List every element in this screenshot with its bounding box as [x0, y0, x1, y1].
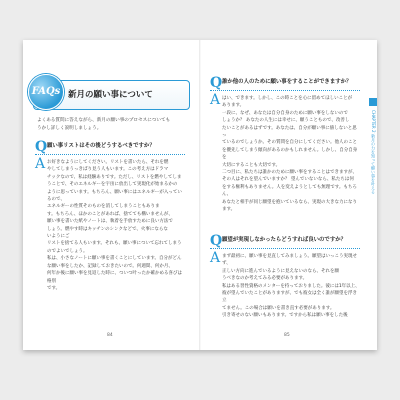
answer-line: 大切にすることも大切です。 [222, 162, 281, 168]
faq-section-header [33, 80, 190, 110]
question-row [35, 139, 185, 155]
answer-line: 一段に、なぜ、あなたは自分自身のために願い事をしないので [222, 110, 348, 116]
answer-row [210, 250, 360, 320]
answer-line: はい、できます。しかし、この時ことを心に留めてほしいことが [222, 96, 353, 101]
question-row [210, 75, 360, 91]
answer-line: のでよいでしょう。 [47, 248, 88, 254]
answer-mark-letter: A [210, 250, 221, 266]
question-divider [35, 154, 185, 155]
answer-line: です。 [47, 285, 61, 291]
answer-text [47, 159, 185, 292]
answer-mark-letter: A [35, 156, 46, 172]
answer-row [210, 92, 360, 214]
answer-line: やしてしまうっきぱり見う人もいます。この考え方はドラマ [47, 167, 169, 173]
answer-line: あります。 [222, 103, 245, 109]
book-spread [23, 40, 377, 350]
answer-line: 彼が望んでいたことがありますが、でも彼女は全く誰が願望を浮き立 [222, 291, 357, 304]
answer-line: てません。この場合は願いを書き直す必要があります。 [222, 305, 335, 311]
answer-line: をする権利もありません。人を変えようとしても無理です。もちろん、 [222, 184, 357, 198]
left-page [23, 40, 200, 350]
question-text: 誰か他の人のために願い事をすることができますか？ [222, 79, 352, 85]
answer-line: うべきなのか考えてみる必要があります。 [222, 276, 308, 282]
faq-item-2 [210, 75, 360, 214]
answer-line: 私は、小さなノートに願い事を書くことにしています。自分がどん [47, 256, 182, 262]
answer-line: エネルギーの性質そのものを消してしまうこともありま [47, 204, 160, 210]
answer-line: しょう。燃やす時はキッチンのシンクなどで、火事にならな [47, 226, 168, 232]
question-divider [210, 248, 360, 249]
chapter-tab-marker [369, 98, 377, 106]
question-row [210, 233, 360, 249]
answer-line: す。もちろん、ほかのことがあれば、捨てても構いませんが、 [47, 211, 173, 217]
answer-line: ように思っています。もちろん、願い事にはエネルギーが入っているので、 [47, 189, 182, 203]
section-title: 新月の願い事について [68, 90, 153, 100]
page-number: 85 [284, 333, 290, 338]
answer-line: あなたと相手が同じ願望を抱いているなら、実現の大きな力になります。 [222, 199, 357, 213]
answer-text [222, 95, 360, 214]
answer-line: いようにご [47, 234, 70, 240]
answer-line: 引き寄せのない願いもあります。ですから私は願い事をした後 [222, 313, 348, 319]
faq-item-3 [210, 233, 360, 320]
answer-line: ているのでしょうか。その質問を自分にしてください。他人のこと [222, 140, 357, 146]
question-mark-letter: Q [210, 233, 223, 249]
intro-text [37, 117, 187, 133]
answer-line: その人はそれを望んでいますか？ 望んでいないなら、私たちは何 [222, 177, 354, 183]
answer-line: 私はある習性資格のメンターを持っておりました。彼には1年以上、 [222, 283, 360, 289]
book-gutter-shadow [199, 40, 201, 350]
answer-text [222, 253, 360, 320]
answer-line: たいことがあるはずです。あなたは、自分が願い事に値しないと思っ [222, 125, 357, 139]
question-text: 願い事リストはその後どうするべきですか？ [47, 143, 155, 149]
answer-line: まず最初に、願い事を見直してみましょう。願望はいっこう実現せず、 [222, 254, 357, 267]
question-mark-letter: Q [35, 139, 48, 155]
answer-mark-letter: A [210, 92, 221, 108]
answer-row [35, 156, 185, 292]
answer-line: 正しい方向に進んでいるように見えないのなら、それを願 [222, 268, 339, 274]
answer-line: お好きなようにしてください。リストを書いたら、それを燃 [47, 160, 169, 165]
chapter-side-label: CHAPTER 2 新月の力を知って願い事を叶える [371, 110, 376, 194]
question-mark-letter: Q [210, 75, 223, 91]
question-text: 願望が実現しなかったらどうすれば良いのですか？ [222, 237, 346, 243]
answer-line: を優先してしまう傾向があるのかもしれません。しかし、自分自身を [222, 147, 358, 161]
answer-line: 二つ目に、私たちは誰かのために願い事をすることはできますが、 [222, 170, 357, 176]
answer-line: チックなので、私は経験ありです。ただし、リストを燃やしてしま [47, 174, 182, 180]
faq-badge: FAQs [28, 74, 64, 110]
page-number: 84 [107, 333, 113, 338]
intro-line: うかし詳しく説明しましょう。 [37, 126, 102, 131]
right-page [200, 40, 377, 350]
answer-line: うことで、そのエネルギーを宇宙に放出して実現化が始まるかの [47, 182, 178, 188]
answer-line: 何年か後に願い事を見返した時に、ついつ叶ったか確かめる喜びは格別 [47, 271, 182, 284]
answer-line: 願い事を書いた紙やノートは、執着を手放すために良い方法で [47, 219, 173, 225]
answer-line: しょうか？ あなたの人生には幸せに、願うこともので、改善し [222, 118, 350, 124]
faq-item-1 [35, 139, 185, 292]
intro-line: よくある質問に答えながら、新月の願い事のプロセスについても [37, 118, 171, 123]
answer-line: リストを捨てる人もいます。それも、願い事について忘れてしまう [47, 241, 182, 247]
answer-line: な願い事をしたか、記録しておきたいので。何週間、何か月、 [47, 263, 173, 269]
question-divider [210, 90, 360, 91]
